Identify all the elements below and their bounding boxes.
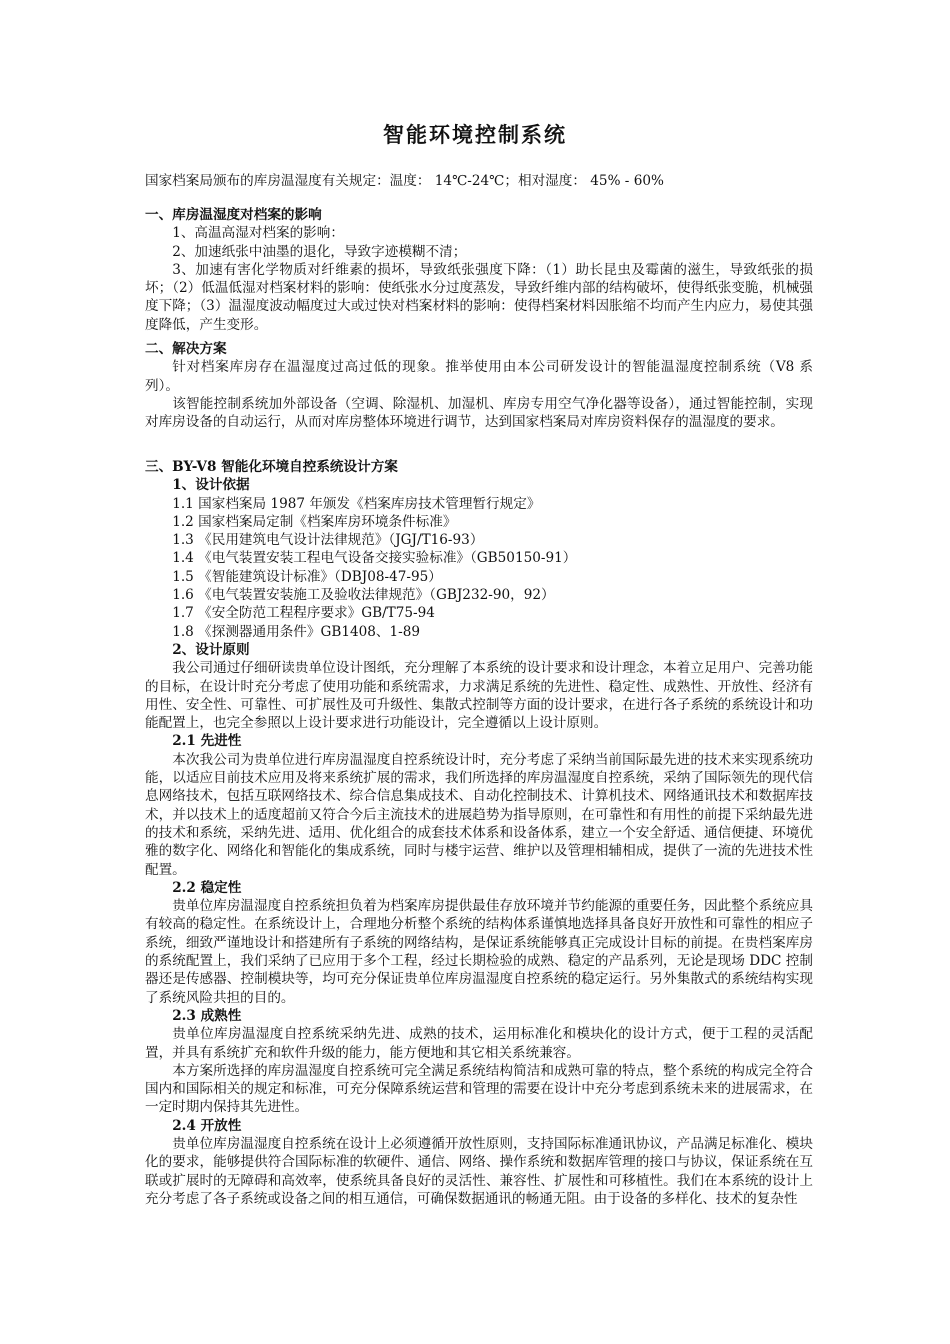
advanced-heading: 2.1 先进性 [172,733,242,750]
design-principle-text: 我公司通过仔细研读贵单位设计图纸，充分理解了本系统的设计要求和设计理念，本着立足用户、完善功能的目标，在设计时充分考虑了使用功能和系统需求，力求满足系统的先进性、稳定性、成熟性、开放性、经济有用性、安全性、可靠性、可扩展性及可升级性、集散式控制等方面的设计要求，在进行各子系统的系统设计和功能配置上，也完全参照以上设计要求进行功能设计，完全遵循以上设计原则。 [145,660,813,732]
section-2-paragraph: 该智能控制系统加外部设备（空调、除湿机、加湿机、库房专用空气净化器等设备），通过智能控制，实现对库房设备的自动运行，从而对库房整体环境进行调节，达到国家档案局对库房资料保存的温湿度的要求。 [145,395,813,431]
section-1 [145,206,813,334]
section-2-heading: 二、解决方案 [145,341,227,357]
section-2 [145,340,813,431]
section-1-heading: 一、库房温湿度对档案的影响 [145,207,322,223]
design-basis-item: 1.2 国家档案局定制《档案库房环境条件标准》 [172,513,457,530]
document-body [145,172,813,190]
section-1-item: 3、加速有害化学物质对纤维素的损坏，导致纸张强度下降：（1）助长昆虫及霉菌的滋生，导致纸张的损坏；（2）低温低湿对档案材料的影响：使纸张水分过度蒸发，导致纤维内部的结构破坏，使得纸张变脆，机械强度下降；（3）温湿度波动幅度过大或过快对档案材料的影响：使得档案材料因胀缩不均而产生内应力，易使其强度降低，产生变形。 [145,261,813,333]
design-basis-item: 1.4 《电气装置安装工程电气设备交接实验标准》（GB50150-91） [172,550,577,567]
intro-line: 国家档案局颁布的库房温湿度有关规定：温度： 14℃-24℃；相对湿度： 45% - 60% [145,173,664,189]
maturity-paragraph: 贵单位库房温湿度自控系统采纳先进、成熟的技术，运用标准化和模块化的设计方式，便于工程的灵活配置，并具有系统扩充和软件升级的能力，能方便地和其它相关系统兼容。 [145,1026,813,1061]
section-3-heading: 三、BY-V8 智能化环境自控系统设计方案 [145,459,398,475]
section-1-item: 1、高温高湿对档案的影响： [172,225,344,242]
design-basis-item: 1.8 《探测器通用条件》GB1408、1-89 [172,623,421,640]
advanced-text: 本次我公司为贵单位进行库房温湿度自控系统设计时，充分考虑了采纳当前国际最先进的技术来实现系统功能，以适应目前技术应用及将来系统扩展的需求，我们所选择的库房温湿度自控系统，采纳了国际领先的现代信息网络技术，包括互联网络技术、综合信息集成技术、自动化控制技术、计算机技术、网络通讯技术和数据库技术，并以技术上的适度超前又符合今后主流技术的进展趋势为指导原则，在可靠性和有用性的前提下采纳最先进的技术和系统，采纳先进、适用、优化组合的成套技术体系和设备体系，建立一个安全舒适、通信便捷、环境优雅的数字化、网络化和智能化的集成系统，同时与楼宇运营、维护以及管理相辅相成，提供了一流的先进技术性配置。 [145,751,813,878]
maturity-heading: 2.3 成熟性 [172,1007,242,1024]
openness-heading: 2.4 开放性 [172,1117,242,1134]
section-3 [145,458,813,1208]
design-basis-item: 1.6 《电气装置安装施工及验收法律规范》（GBJ232-90，92） [172,587,555,604]
design-principle-heading: 2、设计原则 [172,641,250,658]
stability-text: 贵单位库房温湿度自控系统担负着为档案库房提供最佳存放环境并节约能源的重要任务，因此整个系统应具有较高的稳定性。在系统设计上，合理地分析整个系统的结构体系谨慎地选择具备良好开放性和可靠性的相应子系统，细致严谨地设计和搭建所有子系统的网络结构，是保证系统能够真正完成设计目标的前提。在贵档案库房的系统配置上，我们采纳了已应用于多个工程，经过长期检验的成熟、稳定的产品系列，无论是现场 DDC 控制器还是传感器、控制模块等，均可充分保证贵单位库房温湿度自控系统的稳定运行。另外集散式的系统结构实现了系统风险共担的目的。 [145,898,813,1006]
design-basis-item: 1.1 国家档案局 1987 年颁发《档案库房技术管理暂行规定》 [172,495,541,512]
document-title: 智能环境控制系统 [383,122,567,147]
design-basis-item: 1.3 《民用建筑电气设计法律规范》（JGJ/T16-93） [172,532,484,549]
section-1-item: 2、加速纸张中油墨的退化，导致字迹模糊不清； [172,243,467,260]
maturity-paragraph: 本方案所选择的库房温湿度自控系统可完全满足系统结构简洁和成熟可靠的特点，整个系统的构成完全符合国内和国际相关的规定和标准，可充分保障系统运营和管理的需要在设计中充分考虑到系统未来的进展需求，在一定时期内保持其先进性。 [145,1062,813,1116]
design-basis-heading: 1、设计依据 [172,477,250,494]
design-basis-item: 1.7 《安全防范工程程序要求》GB/T75-94 [172,605,435,622]
openness-text: 贵单位库房温湿度自控系统在设计上必须遵循开放性原则，支持国际标准通讯协议，产品满足标准化、模块化的要求，能够提供符合国际标准的软硬件、通信、网络、操作系统和数据库管理的接口与协议，保证系统在互联或扩展时的无障碍和高效率，使系统具备良好的灵活性、兼容性、扩展性和可移植性。我们在本系统的设计上充分考虑了各子系统或设备之间的相互通信，可确保数据通讯的畅通无阻。由于设备的多样化、技术的复杂性 [145,1135,813,1207]
stability-heading: 2.2 稳定性 [172,879,242,896]
section-2-paragraph: 针对档案库房存在温湿度过高过低的现象。推举使用由本公司研发设计的智能温湿度控制系统（V8 系列）。 [145,359,813,394]
design-basis-item: 1.5 《智能建筑设计标准》（DBJ08-47-95） [172,568,442,585]
